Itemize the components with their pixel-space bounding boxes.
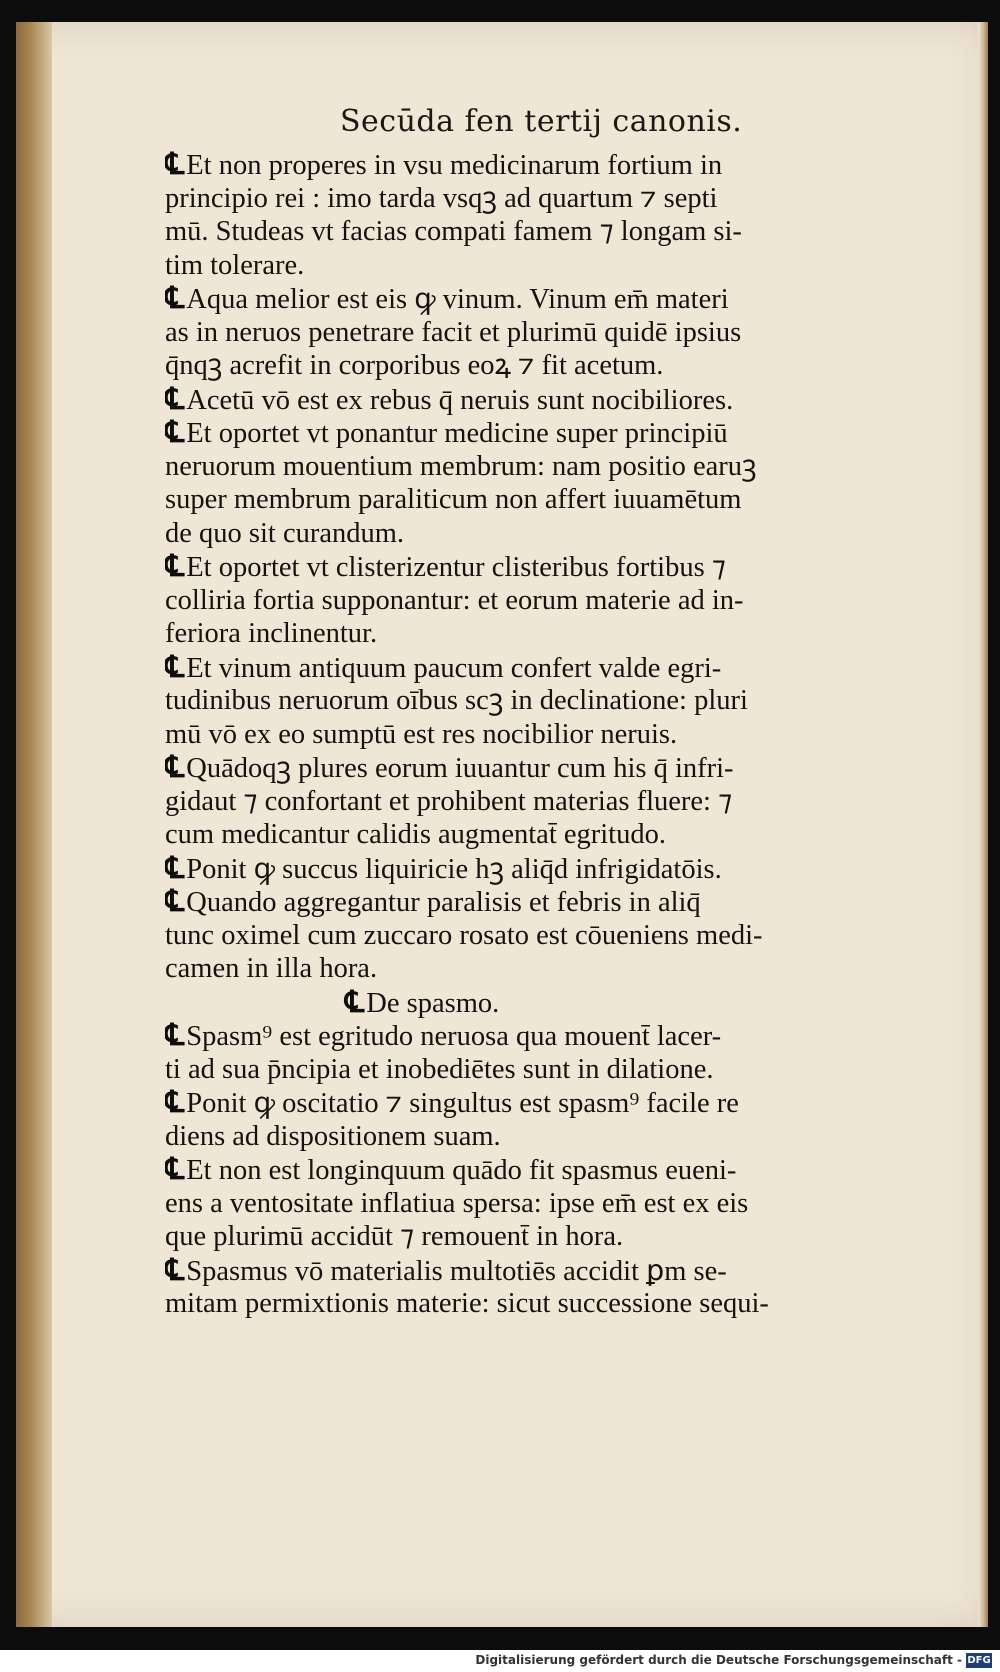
paragraph-mark-icon: ℄ <box>165 550 185 583</box>
text-line <box>165 651 925 685</box>
paragraph-mark-icon: ℄ <box>165 1019 185 1052</box>
paragraph-mark-icon: ℄ <box>165 851 185 885</box>
text-line <box>165 952 925 986</box>
line-text: Et non est longinquum quādo fit spasmus eueni- <box>186 1155 737 1186</box>
text-line <box>165 852 925 886</box>
text-line <box>165 1287 925 1321</box>
text-line <box>165 450 925 484</box>
text-line <box>165 1120 925 1154</box>
line-text: diens ad dispositionem suam. <box>165 1120 501 1152</box>
running-head: Secūda fen tertij canonis. <box>340 104 743 139</box>
line-text: feriora inclinentur. <box>165 618 378 649</box>
line-text: ens a ventositate inflatiua spersa: ipse em̄ est ex eis <box>165 1187 749 1219</box>
text-block <box>165 148 925 1321</box>
line-text: ti ad sua p̄ncipia et inobediētes sunt in dilatione. <box>165 1053 714 1085</box>
text-line <box>165 818 925 852</box>
text-line <box>165 1220 925 1254</box>
page-fore-edge <box>978 22 988 1627</box>
line-text: Quādoqꝫ plures eorum iuuantur cum his q̄ infri- <box>186 753 734 784</box>
line-text: Aqua melior est eis ꝙ vinum. Vinum em̄ materi <box>186 284 729 315</box>
paragraph-mark-icon: ℄ <box>165 148 185 181</box>
dfg-logo: DFG <box>967 1655 991 1666</box>
text-line <box>165 718 925 752</box>
text-line <box>165 1187 925 1221</box>
line-text: Et vinum antiquum paucum confert valde egri- <box>186 652 722 684</box>
text-line <box>165 517 925 551</box>
paragraph-mark-icon: ℄ <box>165 1253 185 1287</box>
line-text: Spasmus vō materialis multotiēs accidit ꝑm se- <box>186 1255 727 1287</box>
text-line <box>165 282 925 316</box>
text-line <box>165 919 925 953</box>
text-line <box>165 148 925 182</box>
line-text: gidaut ⁊ confortant et prohibent materias fluere: ⁊ <box>165 785 733 817</box>
text-line <box>165 316 925 350</box>
line-text: camen in illa hora. <box>165 953 378 984</box>
text-line <box>165 986 925 1020</box>
footer-bar <box>0 1650 1000 1672</box>
text-line <box>165 684 925 718</box>
line-text: De spasmo. <box>366 987 500 1019</box>
text-line <box>165 1086 925 1120</box>
line-text: Ponit ꝙ oscitatio ⁊ singultus est spasm⁹ facile re <box>186 1088 739 1119</box>
line-text: tunc oximel cum zuccaro rosato est cōueniens medi- <box>165 919 763 951</box>
line-text: cum medicantur calidis augmentat̄ egritudo. <box>165 819 666 850</box>
text-line <box>165 1153 925 1187</box>
line-text: mū vō ex eo sumptū est res nocibilior neruis. <box>165 718 678 750</box>
paragraph-mark-icon: ℄ <box>345 985 365 1019</box>
line-text: de quo sit curandum. <box>165 517 405 549</box>
text-line <box>165 550 925 584</box>
line-text: colliria fortia supponantur: et eorum materie ad in- <box>165 584 744 616</box>
text-line <box>165 1019 925 1053</box>
line-text: Et non properes in vsu medicinarum fortium in <box>186 150 723 181</box>
line-text: neruorum mouentium membrum: nam positio earuꝫ <box>165 450 757 482</box>
text-line <box>165 1254 925 1288</box>
line-text: Et oportet vt clisterizentur clisteribus fortibus ⁊ <box>186 552 726 583</box>
line-text: mitam permixtionis materie: sicut successione sequi- <box>165 1288 769 1319</box>
text-line <box>165 182 925 216</box>
line-text: principio rei : imo tarda vsqꝫ ad quartum ⁊ septi <box>165 182 718 214</box>
text-line <box>165 416 925 450</box>
text-line <box>165 584 925 618</box>
line-text: tudinibus neruorum oībus scꝫ in declinatione: pluri <box>165 685 748 716</box>
text-line <box>165 249 925 283</box>
paragraph-mark-icon: ℄ <box>165 1086 185 1119</box>
paragraph-mark-icon: ℄ <box>165 751 185 784</box>
line-text: que plurimū accidūt ⁊ remouent̄ in hora. <box>165 1221 624 1252</box>
paragraph-mark-icon: ℄ <box>165 416 185 449</box>
text-line <box>165 1053 925 1087</box>
digitization-credit: Digitalisierung gefördert durch die Deutsche Forschungsgemeinschaft - <box>475 1653 962 1667</box>
line-text: Acetū vō est ex rebus q̄ neruis sunt nocibiliores. <box>186 384 734 416</box>
text-line <box>165 215 925 249</box>
line-text: mū. Studeas vt facias compati famem ⁊ longam si- <box>165 216 742 247</box>
line-text: tim tolerare. <box>165 249 305 281</box>
line-text: q̄nqꝫ acrefit in corporibus eoꝝ ⁊ fit acetum. <box>165 350 664 381</box>
text-line <box>165 349 925 383</box>
text-line <box>165 483 925 517</box>
text-line <box>165 617 925 651</box>
line-text: Ponit ꝙ succus liquiricie hꝫ aliq̄d infrigidatōis. <box>186 853 722 885</box>
line-text: as in neruos penetrare facit et plurimū quidē ipsius <box>165 316 742 348</box>
paragraph-mark-icon: ℄ <box>165 885 185 918</box>
paragraph-mark-icon: ℄ <box>165 1153 185 1186</box>
line-text: Spasm⁹ est egritudo neruosa qua mouent̄ lacer- <box>186 1021 722 1052</box>
book-spine-edge <box>16 22 52 1627</box>
line-text: super membrum paraliticum non affert iuuamētum <box>165 484 742 515</box>
line-text: Quando aggregantur paralisis et febris in aliq̄ <box>186 887 701 918</box>
paragraph-mark-icon: ℄ <box>165 282 185 315</box>
text-line <box>165 383 925 417</box>
text-line <box>165 885 925 919</box>
paragraph-mark-icon: ℄ <box>165 382 185 416</box>
paragraph-mark-icon: ℄ <box>165 650 185 684</box>
text-line <box>165 785 925 819</box>
text-line <box>165 751 925 785</box>
line-text: Et oportet vt ponantur medicine super principiū <box>186 418 728 449</box>
